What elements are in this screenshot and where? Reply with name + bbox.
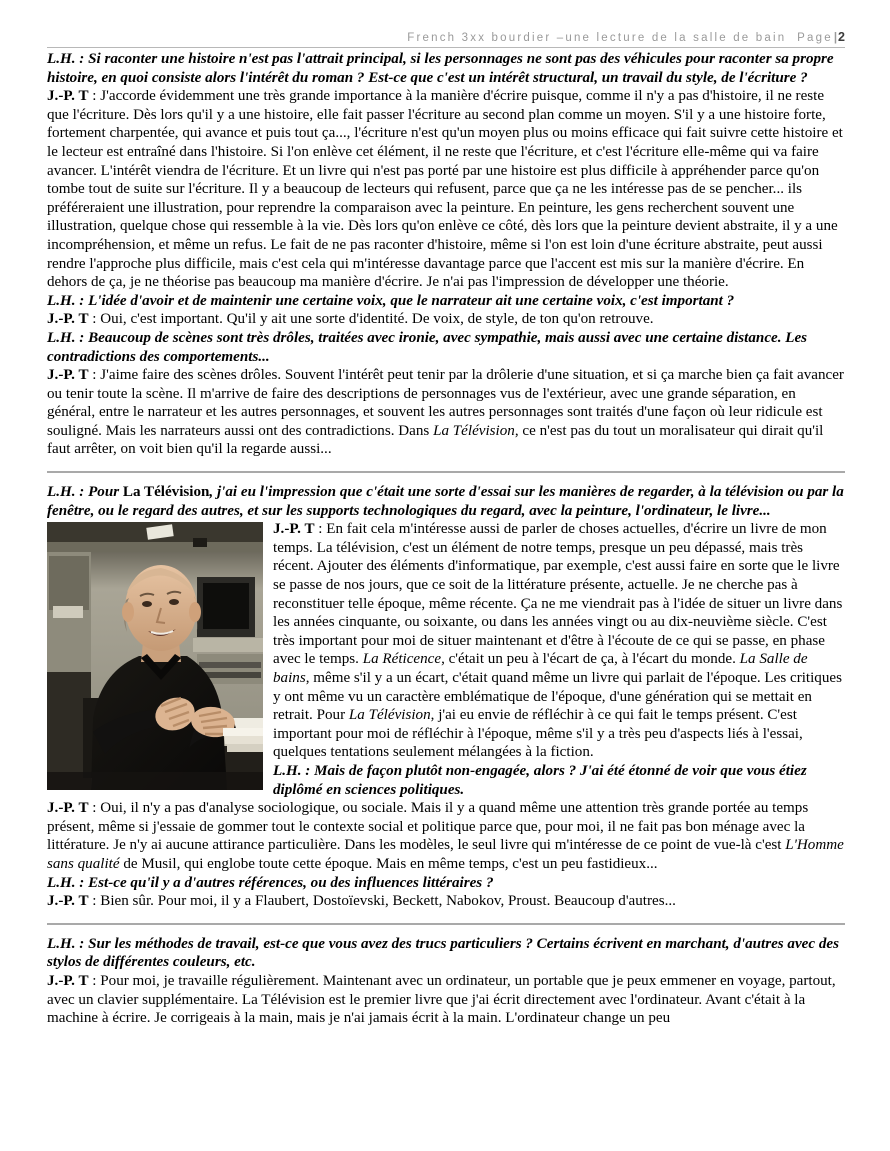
header-page-separator: | — [833, 32, 838, 44]
answer-segment: , même s'il y a un écart, c'était quand même un livre qui parlait de l'époque. Les critiques y ont même vu un caractère emblématique de l'époque, d'une génération qui se mettait en retrait. Pour — [273, 670, 842, 724]
header-page-label: Page — [797, 32, 833, 44]
answer-text: : Pour moi, je travaille régulièrement. Maintenant avec un ordinateur, un portable que je peux emmener en voyage, partout, avec un clavier supplémentaire. La Télévision est le premier livre que j'ai écrit directement avec l'ordinateur. Avant c'était à la machine à écrire. Je corrigeais à la main, mais je n'ai jamais écrit à la main. L'ordinateur change un peu — [47, 972, 836, 1027]
question-text-after: , j'ai eu l'impression que c'était une sorte d'essai sur les manières de regarder, à la télévision ou par la fenêtre, ou le regard des autres, et sur les supports technologiques du regard, avec la peinture, l'ordinateur, le livre... — [47, 484, 844, 519]
speaker-label: J.-P. T — [47, 88, 89, 105]
header-page-number: 2 — [838, 30, 845, 44]
answer-segment: , j'ai eu envie de réfléchir à ce qui fait le temps présent. C'est important pour moi de réfléchir à l'époque, même s'il y a très peu d'aspects liés à l'essai, quelques tentations seulement mélangées à la fiction. — [273, 707, 803, 761]
book-title: La Télévision — [348, 707, 431, 724]
document-body — [47, 50, 845, 1028]
photo-illustration — [47, 522, 263, 790]
speaker-label: J.-P. T — [47, 893, 89, 910]
section-divider — [47, 923, 845, 925]
interview-question: L.H. : L'idée d'avoir et de maintenir une certaine voix, que le narrateur ait une certaine voix, c'est important ? — [47, 292, 735, 309]
interview-question: L.H. : Si raconter une histoire n'est pas l'attrait principal, si les personnages ne sont pas des véhicules pour raconter sa propre histoire, en quoi consiste alors l'intérêt du roman ? Est-ce que c'est un intérêt structural, un travail du style, de l'écriture ? — [47, 51, 834, 86]
interview-question: L.H. : Beaucoup de scènes sont très drôles, traitées avec ironie, avec sympathie, mais aussi avec une certaine distance. Les contradictions des comportements... — [47, 329, 808, 365]
answer-text: : Oui, c'est important. Qu'il y ait une sorte d'identité. De voix, de style, de ton qu'on retrouve. — [88, 311, 654, 328]
answer-segment: : En fait cela m'intéresse aussi de parler de choses actuelles, d'écrire un livre de mon temps. La télévision, c'est un élément de notre temps, presque un peu dépassé, mais très récent. Ajouter des éléments d'informatique, par exemple, c'est aussi faire en sorte que le livre se passe de nos jours, que ce soit de la littérature présente, actuelle. Je ne cherche pas à reconstituer telle époque, même récente. Ça ne me viendrait pas à l'idée de situer un livre dans les années cinquante, ou soixante, ou dans les années vingt ou au dix-neuvième siècle. C'est très important pour moi de situer maintenant et d'être à l'écoute de ce qui se passe, en phase avec le temps. — [273, 521, 843, 668]
book-title: La Réticence — [362, 651, 442, 668]
speaker-label: J.-P. T — [47, 367, 89, 384]
interview-answer — [47, 87, 845, 292]
book-title: La Télévision — [433, 422, 515, 439]
interview-answer — [47, 366, 845, 459]
answer-text: : Bien sûr. Pour moi, il y a Flaubert, Dostoïevski, Beckett, Nabokov, Proust. Beaucoup d'autres... — [88, 893, 676, 910]
speaker-label: J.-P. T — [47, 311, 89, 328]
interview-answer — [47, 310, 845, 329]
section-divider — [47, 471, 845, 473]
interview-answer — [47, 972, 845, 1028]
figure-with-text — [47, 520, 845, 799]
book-title: La Télévision — [122, 484, 210, 501]
answer-text-before: : Oui, il n'y a pas d'analyse sociologique, ou sociale. Mais il y a quand même une attention très grande portée au temps présent, même si j'essaie de gommer tout le contexte social et politique parce que, pour moi, il ne fait pas bon ménage avec la littérature. Je n'y ai aucune attirance particulière. Dans les modèles, le seul livre qui m'intéresse de ce point de vue-là c'est — [47, 800, 809, 854]
question-text-before: L.H. : Pour — [47, 484, 123, 501]
speaker-label: J.-P. T — [273, 521, 315, 538]
interview-answer — [47, 799, 845, 873]
answer-text-after: , ce n'est pas du tout un moralisateur qui dirait qu'il faut arrêter, on voit bien qu'il la regarde aussi... — [47, 422, 824, 458]
interview-question — [47, 483, 845, 520]
interview-answer — [47, 892, 845, 911]
page-header — [47, 30, 845, 48]
answer-text-before: : J'aime faire des scènes drôles. Souvent l'intérêt peut tenir par la drôlerie d'une situation, et si ça marche bien ça fait avancer ou tenir toute la scène. Il m'arrive de faire des descriptions de personnages vus de l'extérieur, avec une grande séparation, en général, entre le narrateur et les autres personnages, et souvent les autres personnages sont traités d'une façon où leur ridicule est souligné. Mais les narrateurs aussi ont des contradictions. Dans — [47, 367, 844, 439]
answer-segment: , c'était un peu à l'écart de ça, à l'écart du monde. — [441, 651, 740, 668]
interview-question: L.H. : Est-ce qu'il y a d'autres références, ou des influences littéraires ? — [47, 874, 494, 891]
interview-question: L.H. : Sur les méthodes de travail, est-ce que vous avez des trucs particuliers ? Certains écrivent en marchant, d'autres avec des stylos de différentes couleurs, etc. — [47, 935, 839, 971]
header-course-title: French 3xx bourdier –une lecture de la salle de bain — [407, 32, 787, 44]
answer-text-after: de Musil, qui englobe toute cette époque. Mais en même temps, c'est un peu fastidieux... — [119, 855, 658, 872]
speaker-label: J.-P. T — [47, 972, 89, 989]
book-title: L'Homme sans qualité — [47, 837, 844, 872]
interview-photo — [47, 522, 263, 790]
answer-text: : J'accorde évidemment une très grande importance à la manière d'écrire puisque, comme il n'y a pas d'histoire, il ne reste que l'écriture. Dès lors qu'il y a une histoire, elle fait passer l'écriture au second plan comme un moyen. S'il y a une histoire forte, fortement charpentée, qui avance et puis tout ça..., l'écriture n'est qu'un moyen plus ou moins efficace qui fait suivre cette histoire et le lecteur est entraîné dans l'histoire. Si l'on enlève cet élément, il ne reste que l'écriture, et c'est l'écriture elle-même qui va faire avancer. L'intérêt viendra de l'écriture. Et un livre qui n'est pas porté par une histoire est plus difficile à appréhender parce qu'on tombe tout de suite sur l'écriture. Il y a beaucoup de lecteurs qui refusent, parce que ça ne les intéresse pas de se pencher... ils préféreraient une illustration, pour reprendre la comparaison avec la peinture. En peinture, les gens recherchent souvent une illustration, quelque chose qui ressemble à la vie. Dès lors qu'on enlève ce côté, dès lors que la peinture devient abstraite, il y a une incompréhension, et même un refus. Le fait de ne pas raconter d'histoire, même si l'on est loin d'une écriture abstraite, peut aussi rendre l'approche plus difficile, mais c'est cela qui m'intéresse davantage parce que l'accent est mis sur la manière d'écrire. En dehors de ça, je ne théorise pas beaucoup ma manière d'écrire. Je n'ai pas l'impression de développer une théorie. — [47, 88, 843, 291]
speaker-label: J.-P. T — [47, 800, 89, 817]
book-title: La Salle de bains — [273, 651, 808, 686]
interview-question: L.H. : Mais de façon plutôt non-engagée, alors ? J'ai été étonné de voir que vous étiez diplômé en sciences politiques. — [273, 762, 807, 798]
